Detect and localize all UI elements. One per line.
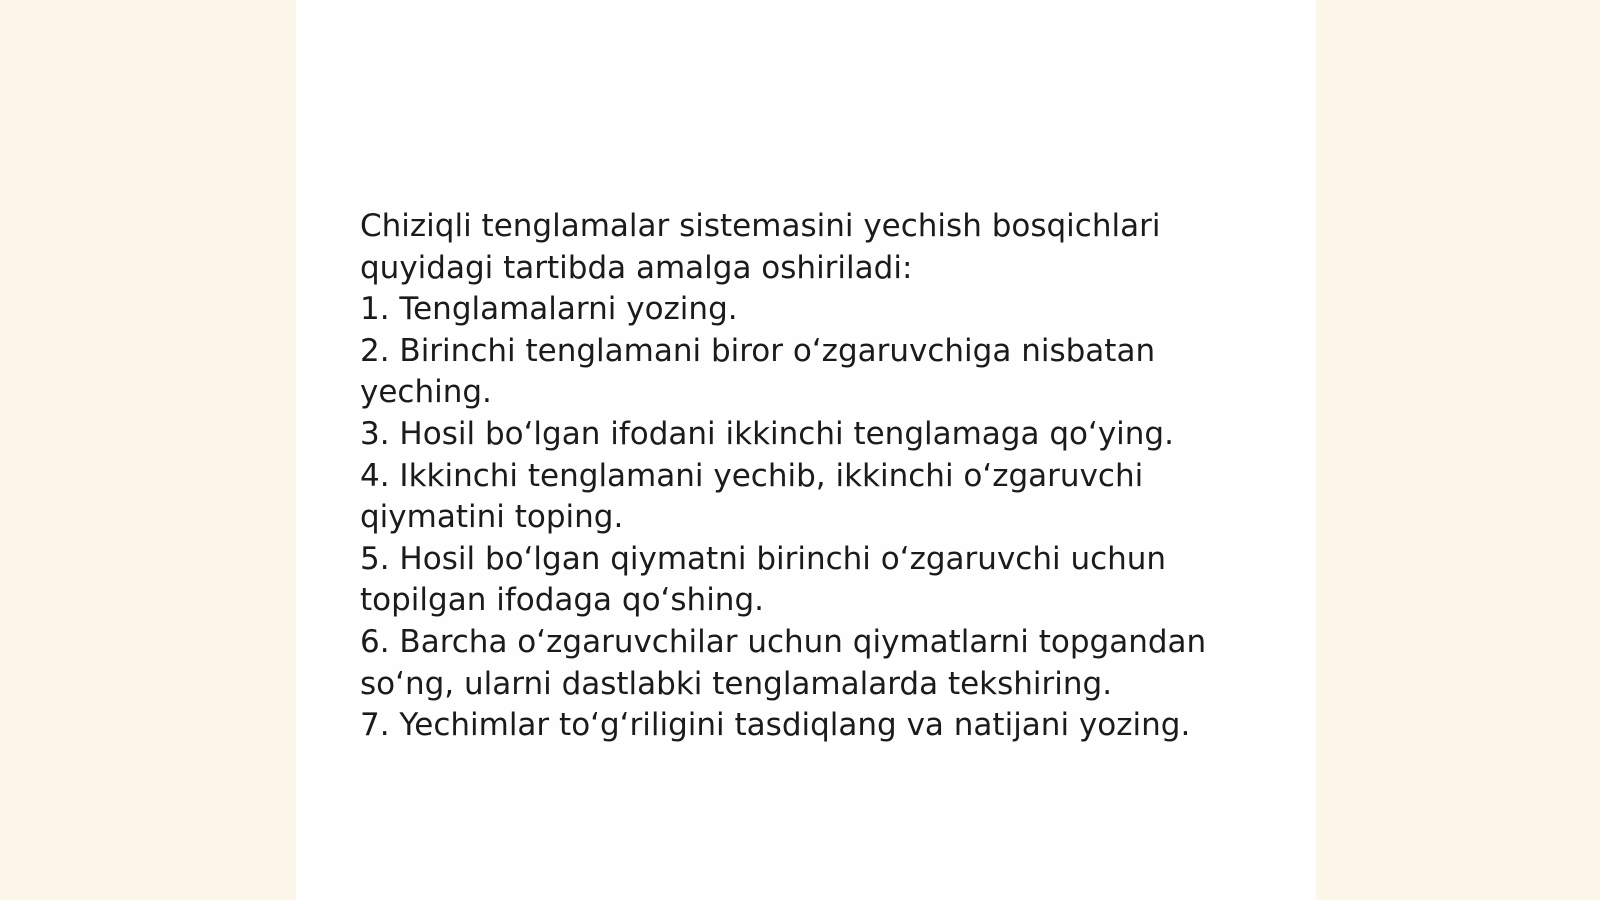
step-item: 6. Barcha oʻzgaruvchilar uchun qiymatlarni topgandan soʻng, ularni dastlabki tenglamalarda tekshiring.: [360, 623, 1207, 702]
step-item: 1. Tenglamalarni yozing.: [360, 291, 738, 328]
slide-intro: Chiziqli tenglamalar sistemasini yechish bosqichlari quyidagi tartibda amalga oshiriladi:: [360, 208, 1161, 286]
step-item: 7. Yechimlar toʻgʻriligini tasdiqlang va natijani yozing.: [360, 707, 1191, 744]
step-item: 5. Hosil boʻlgan qiymatni birinchi oʻzgaruvchi uchun topilgan ifodaga qoʻshing.: [360, 540, 1167, 619]
slide-text-block: [360, 206, 1260, 747]
step-item: 2. Birinchi tenglamani biror oʻzgaruvchiga nisbatan yeching.: [360, 332, 1156, 411]
step-item: 4. Ikkinchi tenglamani yechib, ikkinchi oʻzgaruvchi qiymatini toping.: [360, 457, 1144, 536]
slide: [296, 0, 1316, 900]
step-item: 3. Hosil boʻlgan ifodani ikkinchi tenglamaga qoʻying.: [360, 415, 1174, 452]
